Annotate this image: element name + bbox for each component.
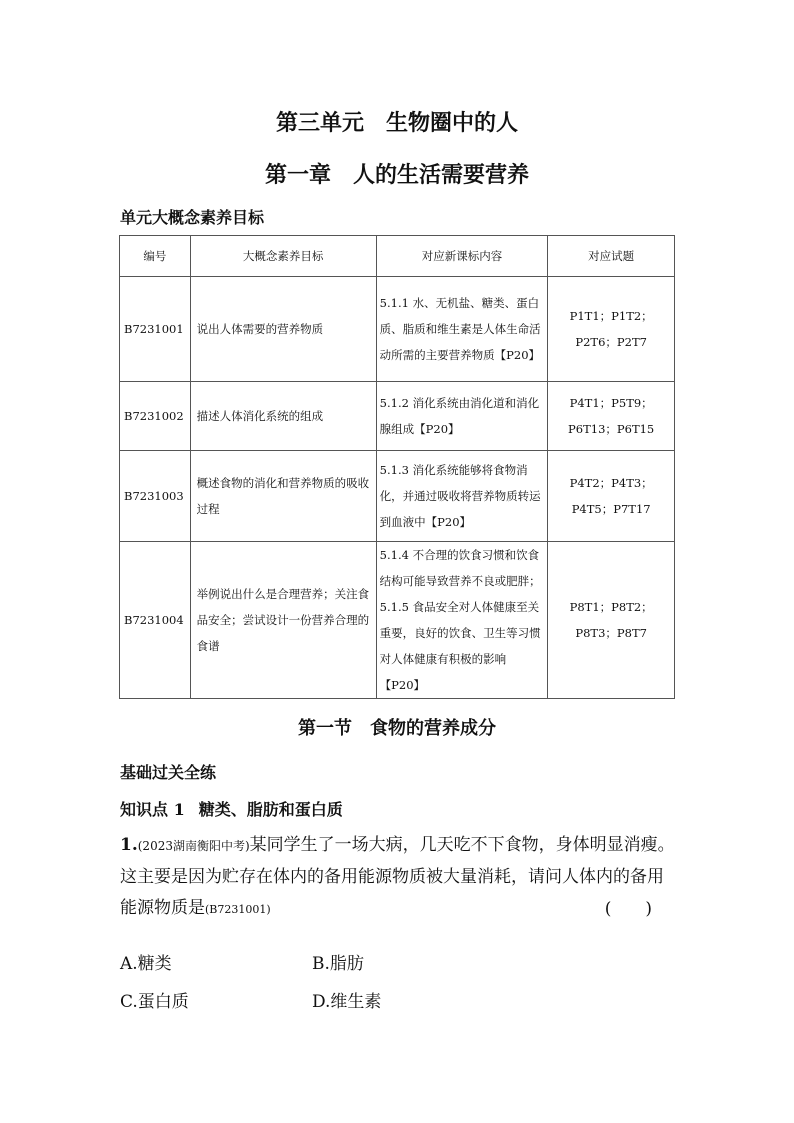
cell-goal: 描述人体消化系统的组成: [190, 382, 376, 451]
cell-goal: 举例说出什么是合理营养；关注食品安全；尝试设计一份营养合理的食谱: [190, 542, 376, 699]
cell-goal: 说出人体需要的营养物质: [190, 277, 376, 382]
cell-standard: 5.1.4 不合理的饮食习惯和饮食结构可能导致营养不良或肥胖；5.1.5 食品安全对人体健康至关重要，良好的饮食、卫生等习惯对人体健康有积极的影响【P20】: [376, 542, 548, 699]
section-title-part2: 食物的营养成分: [370, 718, 496, 739]
chapter-title: [0, 158, 794, 189]
question-number: 1.: [120, 835, 138, 855]
header-code: 编号: [120, 236, 191, 277]
option-b: B.脂肪: [312, 954, 364, 974]
practice-heading: 基础过关全练: [120, 763, 217, 782]
cell-goal: 概述食物的消化和营养物质的吸收过程: [190, 451, 376, 542]
cell-code: B7231004: [120, 542, 191, 699]
option-a: A.糖类: [120, 954, 172, 974]
question-code: (B7231001): [205, 903, 271, 916]
header-tests: 对应试题: [548, 236, 675, 277]
cell-tests: P4T1；P5T9；P6T13；P6T15: [548, 382, 675, 451]
answer-bracket: ( ): [604, 899, 652, 919]
cell-code: B7231001: [120, 277, 191, 382]
knowledge-point-label: 知识点 1: [120, 800, 185, 819]
section-title: [0, 714, 794, 740]
goals-table: [119, 235, 675, 699]
table-header-row: [120, 236, 675, 277]
unit-title: [0, 106, 794, 137]
cell-standard: 5.1.2 消化系统由消化道和消化腺组成【P20】: [376, 382, 548, 451]
cell-tests: P1T1；P1T2；P2T6；P2T7: [548, 277, 675, 382]
options-row: [120, 949, 504, 974]
section-title-part1: 第一节: [298, 718, 352, 739]
question-1: [120, 830, 680, 925]
cell-code: B7231002: [120, 382, 191, 451]
header-standard: 对应新课标内容: [376, 236, 548, 277]
chapter-title-part2: 人的生活需要营养: [353, 162, 530, 188]
knowledge-point-title: 糖类、脂肪和蛋白质: [198, 800, 343, 819]
unit-title-part1: 第三单元: [275, 110, 364, 136]
table-row: [120, 277, 675, 382]
cell-tests: P4T2；P4T3；P4T5；P7T17: [548, 451, 675, 542]
unit-title-part2: 生物圈中的人: [386, 110, 519, 136]
option-d: D.维生素: [312, 992, 382, 1012]
table-row: [120, 451, 675, 542]
table-row: [120, 382, 675, 451]
cell-standard: 5.1.3 消化系统能够将食物消化，并通过吸收将营养物质转运到血液中【P20】: [376, 451, 548, 542]
chapter-title-part1: 第一章: [264, 162, 331, 188]
unit-goal-heading: 单元大概念素养目标: [120, 208, 265, 227]
header-goal: 大概念素养目标: [190, 236, 376, 277]
option-c: C.蛋白质: [120, 992, 189, 1012]
options-row: [120, 987, 504, 1012]
table-row: [120, 542, 675, 699]
knowledge-point-heading: [120, 797, 343, 820]
cell-standard: 5.1.1 水、无机盐、糖类、蛋白质、脂质和维生素是人体生命活动所需的主要营养物质【P20】: [376, 277, 548, 382]
question-text: 某同学生了一场大病，几天吃不下食物，身体明显消瘦。这主要是因为贮存在体内的备用能源物质被大量消耗，请问人体内的备用能源物质是: [120, 835, 675, 918]
question-source: (2023湖南衡阳中考): [137, 839, 250, 853]
cell-code: B7231003: [120, 451, 191, 542]
cell-tests: P8T1；P8T2；P8T3；P8T7: [548, 542, 675, 699]
